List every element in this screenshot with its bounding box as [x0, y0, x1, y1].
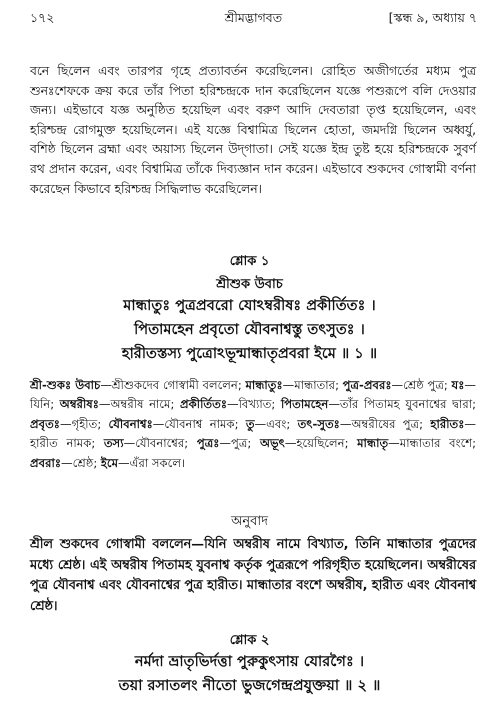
synonym-word: প্রবৃতঃ [30, 416, 60, 431]
translation-heading: অনুবাদ [231, 514, 268, 529]
synonym-meaning: হয়েছিলেন [296, 436, 345, 451]
synonym-word: তু [245, 416, 255, 431]
synonym-meaning: যৌবনাশ্ব নামক [164, 416, 235, 431]
synonym-word: হারীতঃ [430, 416, 465, 431]
synonym-meaning: শ্রেষ্ঠ পুত্র [403, 378, 444, 392]
synonym-meaning: শ্রীশুকদেব গোস্বামী বললেন [111, 378, 238, 392]
synonym-word: ইমে [100, 455, 119, 470]
verse-1-speaker: শ্রীশুক উবাচ [216, 277, 283, 292]
synonym-word: তৎ-সুতঃ [297, 416, 340, 431]
synonym-word: যঃ [451, 378, 465, 392]
synonym-meaning: বিখ্যাত [238, 397, 272, 412]
synonym-word: মান্ধাতৃ [357, 436, 389, 451]
synonym-meaning: গৃহীত [71, 416, 98, 431]
synonym-word: অম্বরীষঃ [59, 397, 99, 412]
synonym-word: যৌবনাশ্বঃ [108, 416, 153, 431]
synonym-meaning: এঁরা সকলে। [129, 455, 186, 470]
synonym-word: প্রবরাঃ [30, 455, 62, 470]
verse-1-line-3: হারীতস্তস্য পুত্রোঽভূন্মান্ধাতৃপ্রবরা ইমে ॥ ১ ॥ [121, 345, 378, 362]
synonym-meaning: অম্বরীষের পুত্র [351, 416, 420, 431]
synonym-word: পিতামহেন [280, 397, 329, 412]
synonyms-block: শ্রী-শুকঃ উবাচ—শ্রীশুকদেব গোস্বামী বললেন; মান্ধাতুঃ—মান্ধাতার; পুত্র-প্রবরঃ—শ্রেষ্ঠ পুত্র; যঃ—যিনি; অম্বরীষঃ—অম্বরীষ নামে; প্রকীর্তিতঃ—বিখ্যাত; পিতামহেন—তাঁর পিতামহ যুবনাশ্বের দ্বারা; প্রবৃতঃ—গৃহীত; যৌবনাশ্বঃ—যৌবনাশ্ব নামক; তু—এবং; তৎ-সুতঃ—অম্বরীষের পুত্র; হারীতঃ—হারীত নামক; তস্য—যৌবনাশ্বের; পুত্রঃ—পুত্র; অভূৎ—হয়েছিলেন; মান্ধাতৃ—মান্ধাতার বংশে; প্রবরাঃ—শ্রেষ্ঠ; ইমে—এঁরা সকলে। [30, 378, 477, 470]
verse-1-line-1: মান্ধাতুঃ পুত্রপ্রবরো যোঽম্বরীষঃ প্রকীর্তিতঃ । [123, 297, 376, 314]
book-title: শ্রীমদ্ভাগবত [224, 10, 283, 25]
verse-1-line-2: পিতামহেন প্রবৃতো যৌবনাশ্বস্তু তৎসুতঃ । [134, 321, 365, 338]
synonym-word: মান্ধাতুঃ [245, 378, 283, 392]
verse-2-line-1: নর্মদা ভ্রাতৃভির্দত্তা পুরুকুৎসায় যোরগৈঃ । [134, 653, 365, 670]
synonym-word: পুত্র-প্রবরঃ [342, 378, 392, 392]
synonym-meaning: যৌবনাশ্বের [135, 436, 185, 451]
verse-1-title: শ্লোক ১ [229, 254, 270, 269]
chapter-reference: [স্কন্ধ ৯, অধ্যায় ৭ [388, 10, 477, 25]
synonym-meaning: যিনি [30, 397, 51, 412]
synonym-meaning: শ্রেষ্ঠ [72, 455, 94, 470]
synonym-meaning: তাঁর পিতামহ যুবনাশ্বের দ্বারা [339, 397, 473, 412]
synonym-word: পুত্রঃ [196, 436, 220, 451]
verse-2-line-2: তয়া রসাতলং নীতো ভুজগেন্দ্রপ্রযুক্তয়া ॥ ২ ॥ [118, 677, 381, 694]
synonym-meaning: মান্ধাতার বংশে [399, 436, 473, 451]
page-number: ১৭২ [30, 10, 55, 25]
purport-paragraph: বনে ছিলেন এবং তারপর গৃহে প্রত্যাবর্তন করেছিলেন। রোহিত অজীগর্তের মধ্যম পুত্র শুনঃশেফকে ক্রয় করে তাঁর পিতা হরিশ্চন্দ্রকে দান করেছিলেন যজ্ঞে পশুরূপে বলি দেওয়ার জন্য। এইভাবে যজ্ঞ অনুষ্ঠিত হয়েছিল এবং বরুণ আদি দেবতারা তৃপ্ত হয়েছিলেন, এবং হরিশ্চন্দ্র রোগমুক্ত হয়েছিলেন। এই যজ্ঞে বিশ্বামিত্র ছিলেন হোতা, জমদগ্নি ছিলেন অধ্বর্যু, বশিষ্ঠ ছিলেন ব্রহ্মা এবং অয়াস্য ছিলেন উদ্‌গাতা। সেই যজ্ঞে ইন্দ্র তুষ্ট হয়ে হরিশ্চন্দ্রকে সুবর্ণ রথ প্রদান করেন, এবং বিশ্বামিত্র তাঁকে দিব্যজ্ঞান দান করেন। এইভাবে শুকদেব গোস্বামী বর্ণনা করেছেন কিভাবে হরিশ্চন্দ্র সিদ্ধিলাভ করেছিলেন। [30, 64, 476, 196]
synonym-word: শ্রী-শুকঃ উবাচ [30, 378, 101, 392]
synonym-word: অভূৎ [259, 436, 285, 451]
synonym-meaning: হারীত নামক [30, 436, 92, 451]
synonym-meaning: মান্ধাতার [294, 378, 336, 392]
page-header [30, 10, 477, 30]
synonym-meaning: পুত্র [231, 436, 248, 451]
verse-2-title: শ্লোক ২ [229, 633, 270, 648]
synonym-meaning: অম্বরীষ নামে [110, 397, 171, 412]
synonym-meaning: এবং [266, 416, 287, 431]
translation-text: শ্রীল শুকদেব গোস্বামী বললেন—যিনি অম্বরীষ নামে বিখ্যাত, তিনি মান্ধাতার পুত্রদের মধ্যে শ্রেষ্ঠ। এই অম্বরীষ পিতামহ যুবনাশ্ব কর্তৃক পুত্ররূপে পরিগৃহীত হয়েছিলেন। অম্বরীষের পুত্র যৌবনাশ্ব এবং যৌবনাশ্বের পুত্র হারীত। মান্ধাতার বংশে অম্বরীষ, হারীত এবং যৌবনাশ্ব শ্রেষ্ঠ। [30, 537, 476, 614]
synonym-word: প্রকীর্তিতঃ [180, 397, 228, 412]
synonym-word: তস্য [103, 436, 124, 451]
